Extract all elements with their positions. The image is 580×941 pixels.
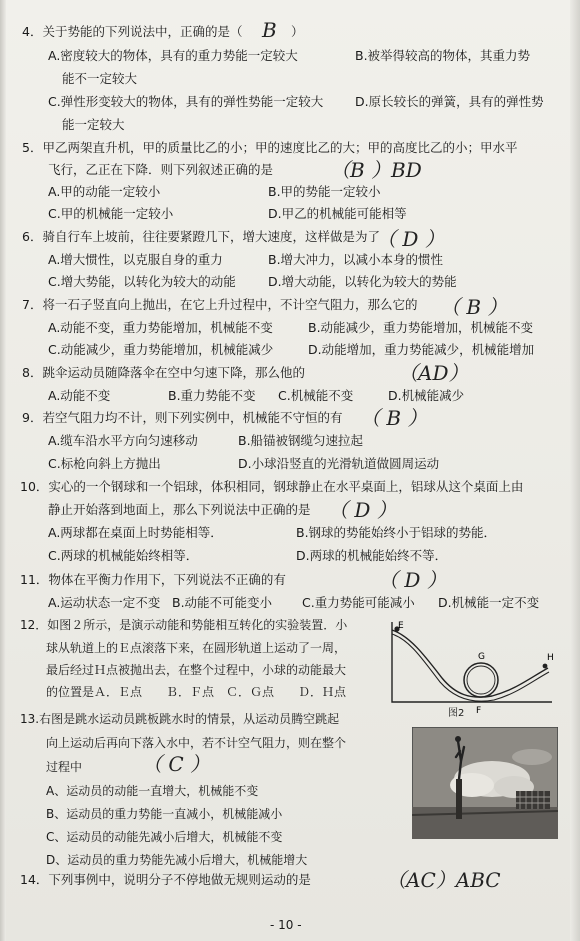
q6-stem: 6．骑自行车上坡前，往往要紧蹬几下，增大速度，这样做是为了 [22,229,380,244]
q13-option-b: B、运动员的重力势能一直减小，机械能减小 [46,807,283,821]
q14-handwritten-answer: （AC）ABC [386,868,501,892]
page-shadow-left [0,0,6,941]
q6-option-a: A.增大惯性，以克服自身的重力 [48,252,223,267]
q14-stem: 14．下列事例中，说明分子不停地做无规则运动的是 [20,872,311,887]
q12-stem-line4: 的位置是Ａ．Ｅ点 Ｂ．Ｆ点 Ｃ．Ｇ点 Ｄ．Ｈ点 [46,685,347,699]
q7-option-d: D.动能增加，重力势能减少，机械能增加 [308,342,535,357]
q4-option-d: D.原长较长的弹簧，具有的弹性势 [355,94,544,109]
q8-stem: 8．跳伞运动员随降落伞在空中匀速下降，那么他的 [22,365,305,380]
q4-stem: 4．关于势能的下列说法中，正确的是（ [22,24,243,39]
figure-2-label-h: H [547,653,554,663]
q13-stem-line2: 向上运动后再向下落入水中，若不计空气阻力，则在整个 [46,736,347,750]
q8-option-a: A.动能不变 [48,388,111,403]
q5-option-c: C.甲的机械能一定较小 [48,206,174,221]
q11-option-b: B.动能不可能变小 [172,595,273,610]
q11-option-c: C.重力势能可能减小 [302,595,415,610]
q11-option-d: D.机械能一定不变 [438,595,540,610]
q4-option-b: B.被举得较高的物体，其重力势 [355,48,531,63]
q13-stem-line1: 13.右图是跳水运动员跳板跳水时的情景，从运动员腾空跳起 [20,712,340,726]
q4-option-c: C.弹性形变较大的物体，具有的弹性势能一定较大 [48,94,324,109]
q10-option-c: C.两球的机械能始终相等． [48,548,199,563]
q4-option-d-cont: 能一定较大 [62,117,125,132]
q9-option-a: A.缆车沿水平方向匀速移动 [48,433,198,448]
q5-option-a: A.甲的动能一定较小 [48,184,161,199]
q10-option-d: D.两球的机械能始终不等． [296,548,448,563]
figure-2-label-e: E [398,621,404,631]
q5-handwritten-answer: （B ）BD [330,158,422,182]
q13-option-c: C、运动员的动能先减小后增大，机械能不变 [46,830,283,844]
q5-stem-line2: 飞行，乙正在下降．则下列叙述正确的是 [48,162,274,177]
q8-option-b: B.重力势能不变 [168,388,256,403]
q9-option-b: B.船锚被钢缆匀速拉起 [238,433,364,448]
q6-option-c: C.增大势能，以转化为较大的动能 [48,274,236,289]
q12-stem-line2: 球从轨道上的Ｅ点滚落下来，在圆形轨道上运动了一周， [46,641,347,655]
q5-stem-line1: 5．甲乙两架直升机，甲的质量比乙的小；甲的速度比乙的大；甲的高度比乙的小；甲水平 [22,140,518,155]
q13-stem-line3: 过程中 [46,760,83,774]
q9-stem: 9．若空气阻力均不计，则下列实例中，机械能不守恒的有 [22,410,343,425]
q4-option-b-cont: 能不一定较大 [62,71,138,86]
figure-2-caption: 图2 [448,708,465,719]
q6-option-b: B.增大冲力，以减小本身的惯性 [268,252,444,267]
q9-handwritten-answer: （ B ） [360,406,428,430]
q8-option-d: D.机械能减少 [388,388,465,403]
figure-2-track-diagram [380,616,560,720]
q12-stem-line1: 12．如图２所示，是演示动能和势能相互转化的实验装置．小 [20,618,348,632]
q11-handwritten-answer: （ D ） [378,568,447,592]
figure-2-label-g: G [478,652,485,662]
q7-stem: 7．将一石子竖直向上抛出，在它上升过程中，不计空气阻力，那么它的 [22,297,418,312]
q12-stem-line3: 最后经过Ｈ点被抛出去，在整个过程中，小球的动能最大 [46,663,347,677]
q7-option-a: A.动能不变，重力势能增加，机械能不变 [48,320,273,335]
q7-option-b: B.动能减少，重力势能增加，机械能不变 [308,320,534,335]
q10-handwritten-answer: （ D ） [328,498,397,522]
q7-option-c: C.动能减少，重力势能增加，机械能减少 [48,342,274,357]
q8-option-c: C.机械能不变 [278,388,354,403]
q7-handwritten-answer: （ B ） [440,295,508,319]
q6-option-d: D.增大动能，以转化为较大的势能 [268,274,457,289]
q13-option-d: D、运动员的重力势能先减小后增大，机械能增大 [46,853,308,867]
q10-option-b: B.钢球的势能始终小于铝球的势能． [296,525,497,540]
q5-option-d: D.甲乙的机械能可能相等 [268,206,407,221]
q10-option-a: A.两球都在桌面上时势能相等． [48,525,223,540]
q10-stem-line2: 静止开始落到地面上，那么下列说法中正确的是 [48,502,311,517]
q11-stem: 11．物体在平衡力作用下，下列说法不正确的有 [20,572,286,587]
figure-2-label-f: F [476,706,482,716]
q4-handwritten-answer: B [262,18,277,42]
q11-option-a: A.运动状态一定不变 [48,595,161,610]
q4-option-a: A.密度较大的物体，具有的重力势能一定较大 [48,48,298,63]
q9-option-c: C.标枪向斜上方抛出 [48,456,161,471]
q6-handwritten-answer: （ D ） [376,227,445,251]
q13-option-a: A、运动员的动能一直增大，机械能不变 [46,784,259,798]
q5-option-b: B.甲的势能一定较小 [268,184,381,199]
q13-handwritten-answer: （ C ） [142,752,211,776]
q8-handwritten-answer: （AD） [398,361,469,385]
diving-photo [412,727,558,839]
page-shadow-right [570,0,580,941]
q4-stem-close: ） [291,24,304,39]
page-number: - 10 - [270,918,302,932]
q10-stem-line1: 10．实心的一个钢球和一个铝球，体积相同，钢球静止在水平桌面上，铝球从这个桌面上由 [20,479,524,494]
q9-option-d: D.小球沿竖直的光滑轨道做圆周运动 [238,456,440,471]
